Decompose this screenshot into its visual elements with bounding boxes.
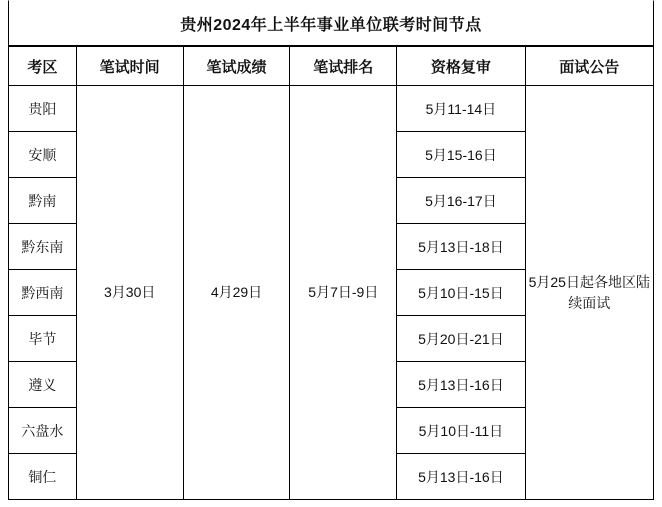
qualification-review-cell: 5月13日-16日 (397, 362, 525, 408)
page-title: 贵州2024年上半年事业单位联考时间节点 (180, 16, 482, 34)
region-cell: 安顺 (9, 132, 77, 178)
qualification-review-cell: 5月11-14日 (397, 86, 525, 132)
qualification-review-cell: 5月20日-21日 (397, 316, 525, 362)
qualification-review-cell: 5月10日-11日 (397, 408, 525, 454)
column-header-written-rank: 笔试排名 (290, 47, 397, 86)
column-header-interview-notice: 面试公告 (525, 47, 653, 86)
written-exam-score-cell: 4月29日 (183, 86, 290, 500)
region-cell: 六盘水 (9, 408, 77, 454)
exam-schedule-table (8, 46, 654, 500)
region-cell: 毕节 (9, 316, 77, 362)
qualification-review-cell: 5月10日-15日 (397, 270, 525, 316)
document-title-row (8, 0, 654, 46)
column-header-written-score: 笔试成绩 (183, 47, 290, 86)
column-header-qualification-review: 资格复审 (397, 47, 525, 86)
table-row (9, 86, 654, 132)
written-exam-rank-cell: 5月7日-9日 (290, 86, 397, 500)
region-cell: 贵阳 (9, 86, 77, 132)
written-exam-time-cell: 3月30日 (76, 86, 183, 500)
region-cell: 黔西南 (9, 270, 77, 316)
qualification-review-cell: 5月15-16日 (397, 132, 525, 178)
region-cell: 黔东南 (9, 224, 77, 270)
qualification-review-cell: 5月13日-18日 (397, 224, 525, 270)
table-header-row (9, 47, 654, 86)
region-cell: 黔南 (9, 178, 77, 224)
qualification-review-cell: 5月16-17日 (397, 178, 525, 224)
interview-notice-cell: 5月25日起各地区陆续面试 (525, 86, 653, 500)
region-cell: 铜仁 (9, 454, 77, 500)
region-cell: 遵义 (9, 362, 77, 408)
column-header-written-time: 笔试时间 (76, 47, 183, 86)
qualification-review-cell: 5月13日-16日 (397, 454, 525, 500)
column-header-region: 考区 (9, 47, 77, 86)
